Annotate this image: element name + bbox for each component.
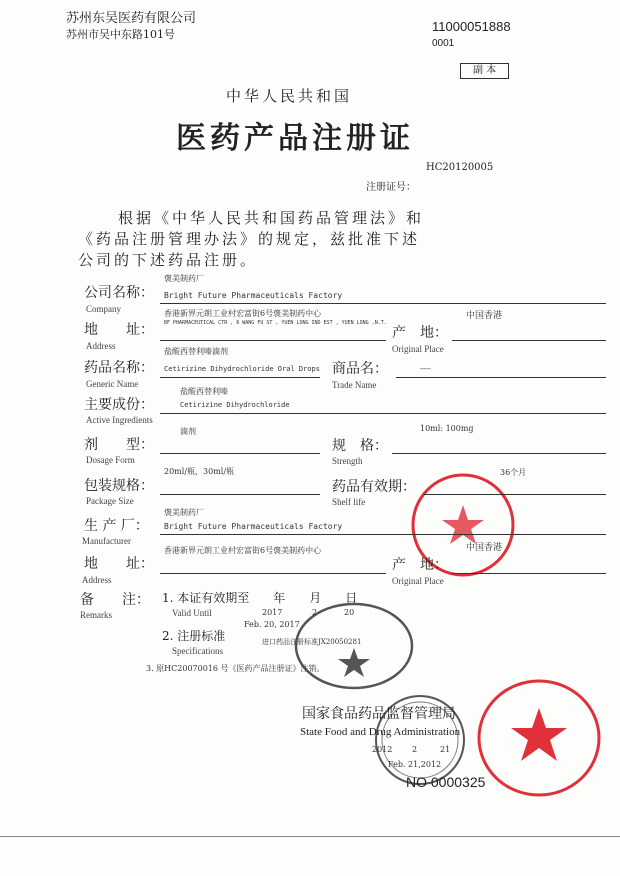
trade-label: 商品名：	[332, 361, 388, 377]
dosage-en-label: Dosage Form	[86, 455, 135, 465]
trade-en-label: Trade Name	[332, 380, 377, 390]
issue-month: 2	[412, 745, 418, 754]
remarks-label: 备 注：	[80, 592, 150, 608]
origin-en-label: Original Place	[392, 344, 444, 354]
shelf-label: 药品有效期：	[332, 479, 416, 495]
valid-date-en: Feb. 20, 2017	[244, 620, 300, 629]
underline-divider	[160, 453, 320, 454]
remarks-en-label: Remarks	[80, 610, 112, 620]
generic-value: Cetirizine Dihydrochloride Oral Drops	[164, 365, 320, 373]
company-label: 公司名称：	[84, 285, 154, 301]
dosage-label: 剂 型：	[84, 437, 154, 453]
address-label: 地 址：	[84, 322, 154, 338]
strength-label: 规 格：	[332, 438, 388, 454]
company-cn: 褒美制药厂	[164, 274, 204, 283]
valid-year: 2017	[262, 608, 283, 617]
preamble-line: 公司的下述药品注册。	[78, 251, 259, 269]
generic-en-label: Generic Name	[86, 379, 139, 389]
preamble-line: 根据《中华人民共和国药品管理法》和	[118, 209, 425, 227]
ingredients-cn: 盐酸西替利嗪	[180, 387, 228, 396]
manufacturer-value: Bright Future Pharmaceuticals Factory	[164, 522, 343, 531]
underline-divider	[424, 494, 606, 495]
copy-label: 副 本	[460, 63, 509, 79]
underline-divider	[392, 453, 606, 454]
underline-divider	[160, 303, 606, 304]
generic-label: 药品名称：	[84, 360, 154, 376]
company-value: Bright Future Pharmaceuticals Factory	[164, 291, 343, 300]
underline-divider	[452, 340, 606, 341]
reg-no-label: 注册证号：	[366, 182, 416, 193]
underline-divider	[160, 413, 606, 414]
underline-divider	[452, 573, 606, 574]
remarks-cancel: 3. 原HC20070016 号《医药产品注册证》注销。	[146, 664, 325, 673]
address-en-label: Address	[86, 341, 116, 351]
address-value: BF PHARMACEUTICAL CTR , 6 WANG FU ST , YUEN LONG IND EST , YUEN LONG ,N.T.	[164, 320, 387, 326]
m-address-label: 地 址：	[84, 556, 154, 572]
authority-cn: 国家食品药品监督管理局	[302, 706, 456, 722]
m-origin-value: 中国香港	[466, 543, 503, 553]
m-address-cn: 香港新界元朗工业村宏富街6号褒美制药中心	[164, 546, 322, 555]
certificate-title: 医药产品注册证	[176, 121, 414, 156]
shelf-en-label: Shelf life	[332, 497, 366, 507]
valid-month: 2	[312, 608, 318, 617]
manufacturer-en-label: Manufacturer	[82, 536, 131, 546]
underline-divider	[160, 494, 320, 495]
header-company: 苏州东吴医药有限公司	[66, 11, 197, 26]
underline-divider	[160, 340, 386, 341]
shelf-value: 36个月	[500, 468, 527, 477]
origin-value: 中国香港	[466, 311, 503, 321]
header-address: 苏州市吴中东路101号	[66, 28, 175, 41]
spec-en: Specifications	[172, 646, 223, 656]
strength-en-label: Strength	[332, 456, 363, 466]
manufacturer-cn: 褒美制药厂	[164, 508, 204, 517]
red-company-seal-2	[474, 676, 604, 800]
origin-label: 产 地：	[392, 325, 448, 341]
issue-year: 2012	[372, 745, 393, 754]
trade-value: ----	[420, 364, 431, 373]
address-cn: 香港新界元朗工业村宏富街6号褒美制药中心	[164, 309, 322, 318]
m-origin-label: 产 地：	[392, 557, 448, 573]
ingredients-label: 主要成份：	[84, 397, 154, 413]
ingredients-value: Cetirizine Dihydrochloride	[180, 401, 290, 409]
generic-cn: 盐酸西替利嗪滴剂	[164, 347, 228, 356]
m-origin-en-label: Original Place	[392, 576, 444, 586]
dosage-value: 滴剂	[180, 427, 196, 436]
package-en-label: Package Size	[86, 496, 134, 506]
ingredients-en-label: Active Ingredients	[86, 415, 153, 425]
company-en-label: Company	[86, 304, 121, 314]
underline-divider	[396, 377, 606, 378]
remarks-valid-until: 1. 本证有效期至 年 月 日	[162, 591, 358, 605]
underline-divider	[0, 836, 620, 837]
underline-divider	[160, 534, 606, 535]
underline-divider	[160, 573, 386, 574]
cert-code: HC20120005	[426, 162, 494, 173]
valid-day: 20	[344, 608, 355, 617]
valid-until-en: Valid Until	[172, 608, 212, 618]
issue-date-en: Feb. 21,2012	[388, 760, 442, 769]
m-address-en-label: Address	[82, 575, 112, 585]
remarks-spec: 2. 注册标准	[162, 629, 226, 643]
manufacturer-label: 生 产 厂：	[84, 518, 149, 534]
sequence-number: 0001	[432, 38, 455, 49]
strength-value: 10ml: 100mg	[420, 424, 474, 433]
country-title: 中华人民共和国	[226, 87, 353, 105]
package-label: 包装规格：	[84, 478, 154, 494]
serial-number: NO 0000325	[406, 774, 486, 790]
preamble-line: 《药品注册管理办法》的规定，兹批准下述	[78, 230, 421, 248]
package-value: 20ml/瓶，30ml/瓶	[164, 467, 235, 476]
spec-value: 进口药品注册标准JX20050281	[262, 638, 362, 646]
underline-divider	[160, 377, 320, 378]
issue-day: 21	[440, 745, 451, 754]
doc-number: 11000051888	[432, 19, 511, 34]
authority-en: State Food and Drug Administration	[300, 726, 461, 738]
